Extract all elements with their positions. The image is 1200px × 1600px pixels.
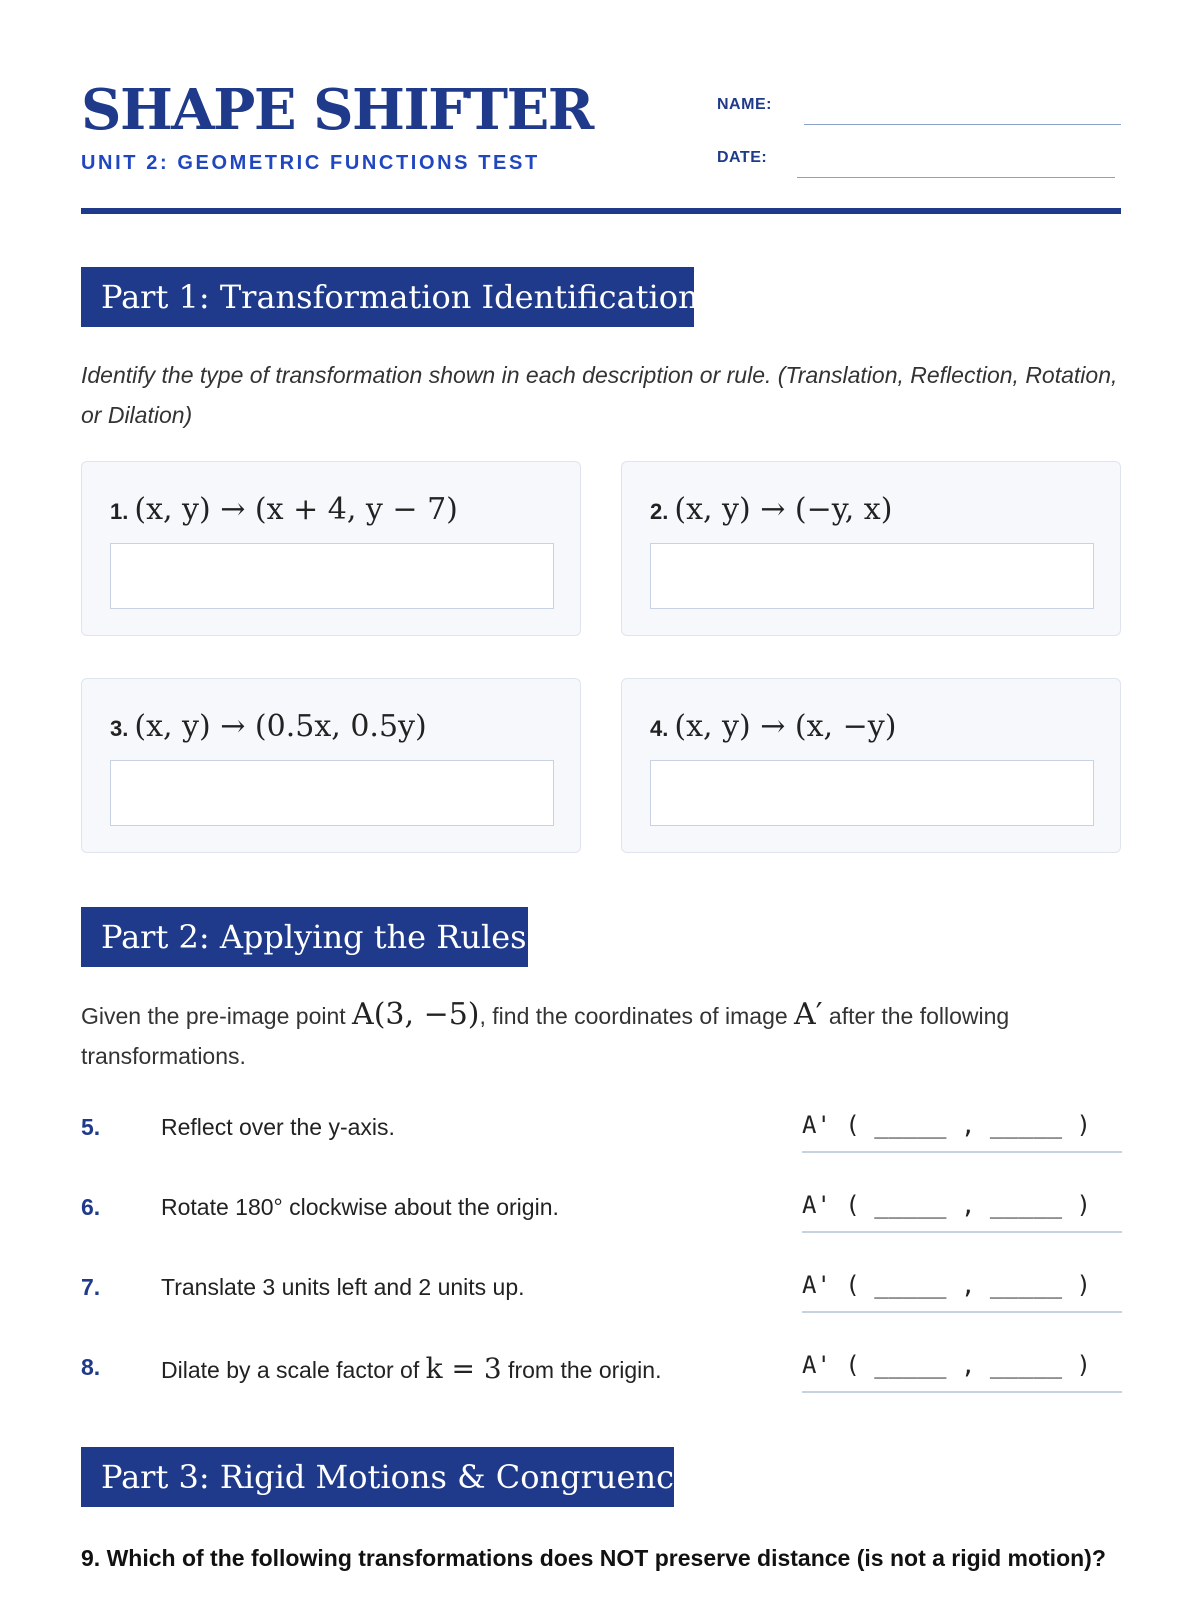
date-label: DATE: [717,149,768,166]
scale-factor: k = 3 [425,1352,502,1385]
part2-instructions [81,995,1121,1076]
intro-text: Given the pre-image point [81,1003,353,1029]
part3-heading: Part 3: Rigid Motions & Congruence [81,1447,674,1507]
row-number-8: 8. [81,1354,101,1380]
name-field[interactable] [804,124,1121,125]
question-card-2 [621,461,1121,636]
question-4 [650,709,896,744]
answer-slot-8[interactable] [802,1351,1122,1393]
question-card-1 [81,461,581,636]
answer-template: A' ( _____ , _____ ) [802,1351,1091,1379]
transformation-rule: (x, y) → (−y, x) [674,492,893,527]
page-title: SHAPE SHIFTER [81,77,593,143]
answer-box-1[interactable] [110,543,554,609]
answer-slot-5[interactable] [802,1111,1122,1153]
question-3 [110,709,427,744]
answer-slot-6[interactable] [802,1191,1122,1233]
name-label: NAME: [717,96,772,113]
date-field[interactable] [797,177,1115,178]
question-card-3 [81,678,581,853]
question-number: 3. [110,716,129,741]
answer-template: A' ( _____ , _____ ) [802,1271,1091,1299]
row-text-8 [161,1352,661,1385]
question-9 [81,1538,1121,1578]
answer-template: A' ( _____ , _____ ) [802,1191,1091,1219]
question-2 [650,492,892,527]
row-text-5: Reflect over the y-axis. [161,1114,395,1140]
question-card-4 [621,678,1121,853]
row-text-7: Translate 3 units left and 2 units up. [161,1274,525,1300]
row-text-part: Dilate by a scale factor of [161,1357,426,1383]
intro-text: after the following transformations. [81,1003,1010,1069]
answer-template: A' ( _____ , _____ ) [802,1111,1091,1139]
row-number-7: 7. [81,1274,101,1300]
row-text-6: Rotate 180° clockwise about the origin. [161,1194,559,1220]
row-number-6: 6. [81,1194,101,1220]
transformation-rule: (x, y) → (x, −y) [674,709,897,744]
question-1 [110,492,458,527]
row-text-part: from the origin. [501,1357,662,1383]
answer-box-3[interactable] [110,760,554,826]
image-point: A′ [794,997,823,1032]
answer-box-4[interactable] [650,760,1094,826]
transformation-rule: (x, y) → (x + 4, y − 7) [134,492,458,527]
row-number-5: 5. [81,1114,101,1140]
page-subtitle: UNIT 2: GEOMETRIC FUNCTIONS TEST [81,152,540,174]
intro-text: , find the coordinates of image [479,1003,795,1029]
part1-instructions: Identify the type of transformation shown in each description or rule. (Translation, Reflection, Rotation, or Dilation) [81,362,1118,428]
question-text: Which of the following transformations does NOT preserve distance (is not a rigid motion)? [106,1545,1106,1571]
question-number: 2. [650,499,669,524]
answer-slot-7[interactable] [802,1271,1122,1313]
answer-box-2[interactable] [650,543,1094,609]
part2-heading: Part 2: Applying the Rules [81,907,528,967]
question-number: 1. [110,499,129,524]
question-number: 4. [650,716,669,741]
transformation-rule: (x, y) → (0.5x, 0.5y) [134,709,427,744]
pre-image-point: A(3, −5) [352,997,480,1032]
part1-heading: Part 1: Transformation Identification [81,267,694,327]
header-divider [81,208,1121,214]
question-number: 9. [81,1545,101,1571]
